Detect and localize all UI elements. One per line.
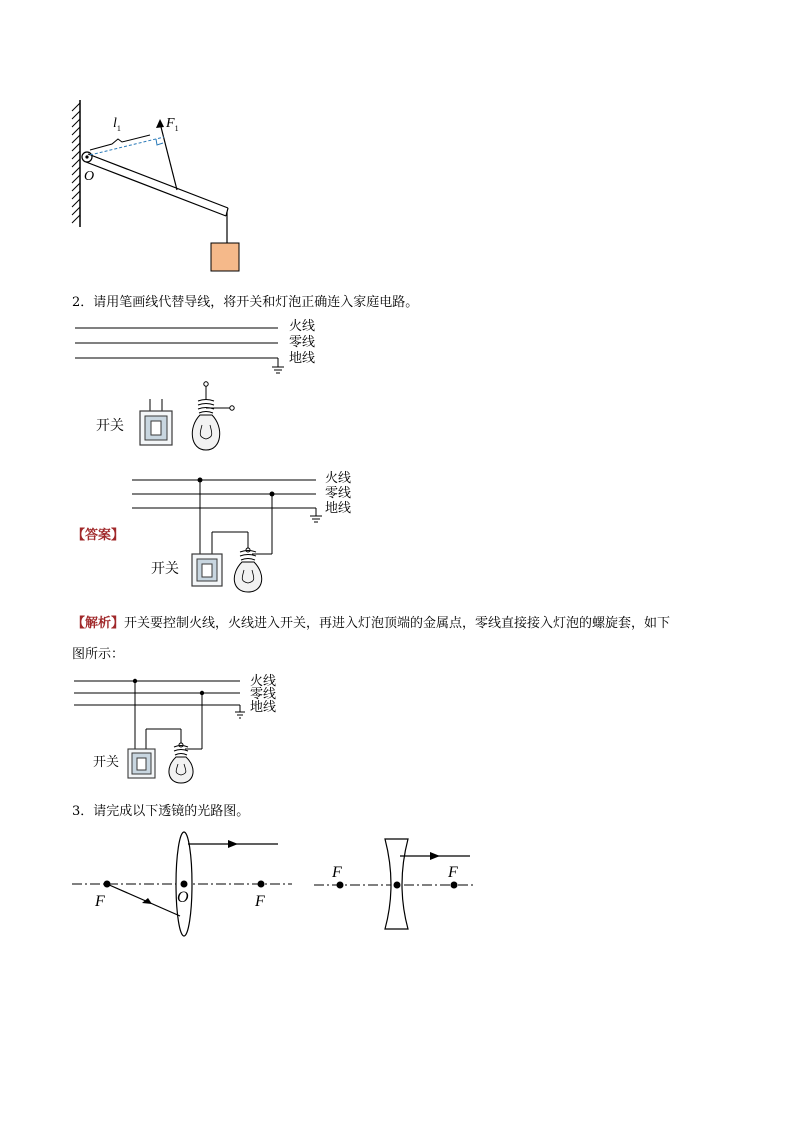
q2-zero-label: 零线 (289, 335, 316, 350)
q2-fire-label: 火线 (289, 319, 316, 334)
analysis-line1 (72, 612, 670, 631)
q2-bulb-icon (192, 382, 234, 450)
q3-number: 3． (72, 804, 94, 819)
analysis-ground-label: 地线 (250, 700, 277, 715)
answer-tag: 【答案】 (72, 528, 125, 543)
concave-F-right: F (448, 864, 458, 881)
answer-fire-label: 火线 (325, 471, 352, 486)
concave-F-left: F (332, 864, 342, 881)
analysis-text-1: 开关要控制火线，火线进入开关，再进入灯泡顶端的金属点，零线直接接入灯泡的螺旋套，如下 (124, 616, 671, 631)
lever-l1-label: l (113, 116, 117, 131)
weight-block (211, 243, 239, 271)
q2-switch-icon (140, 399, 172, 445)
convex-F-left: F (95, 893, 105, 910)
analysis-switch-icon (128, 749, 155, 778)
question-2 (72, 291, 418, 310)
answer-switch-label: 开关 (151, 561, 179, 577)
concave-lens-figure (312, 835, 482, 935)
lever-l1-sub: 1 (116, 123, 121, 133)
answer-circuit (130, 470, 370, 600)
analysis-circuit (72, 675, 292, 787)
q2-switch-label: 开关 (96, 418, 124, 434)
convex-F-right: F (255, 893, 265, 910)
answer-switch-icon (192, 554, 222, 586)
analysis-text-2: 图所示： (72, 647, 125, 662)
convex-O: O (177, 889, 189, 906)
analysis-switch-label: 开关 (93, 755, 120, 770)
q2-text: 请用笔画线代替导线，将开关和灯泡正确连入家庭电路。 (93, 295, 419, 310)
analysis-zero-label: 零线 (250, 687, 277, 702)
lever-F1-sub: 1 (174, 123, 179, 133)
answer-ground-label: 地线 (325, 501, 352, 516)
q2-circuit (70, 315, 340, 455)
q3-text: 请完成以下透镜的光路图。 (93, 804, 250, 819)
analysis-fire-label: 火线 (250, 674, 277, 689)
lever-O-label: O (84, 169, 95, 184)
lever-diagram (60, 95, 260, 280)
lever-figure (60, 95, 260, 280)
analysis-tag: 【解析】 (72, 616, 125, 631)
lever-F1-label: F (166, 116, 175, 131)
answer-zero-label: 零线 (325, 486, 352, 501)
convex-lens-figure (70, 828, 300, 943)
question-3 (72, 800, 249, 819)
answer-bulb-icon (234, 548, 261, 592)
q2-ground-label: 地线 (289, 351, 316, 366)
q2-number: 2． (72, 295, 94, 310)
